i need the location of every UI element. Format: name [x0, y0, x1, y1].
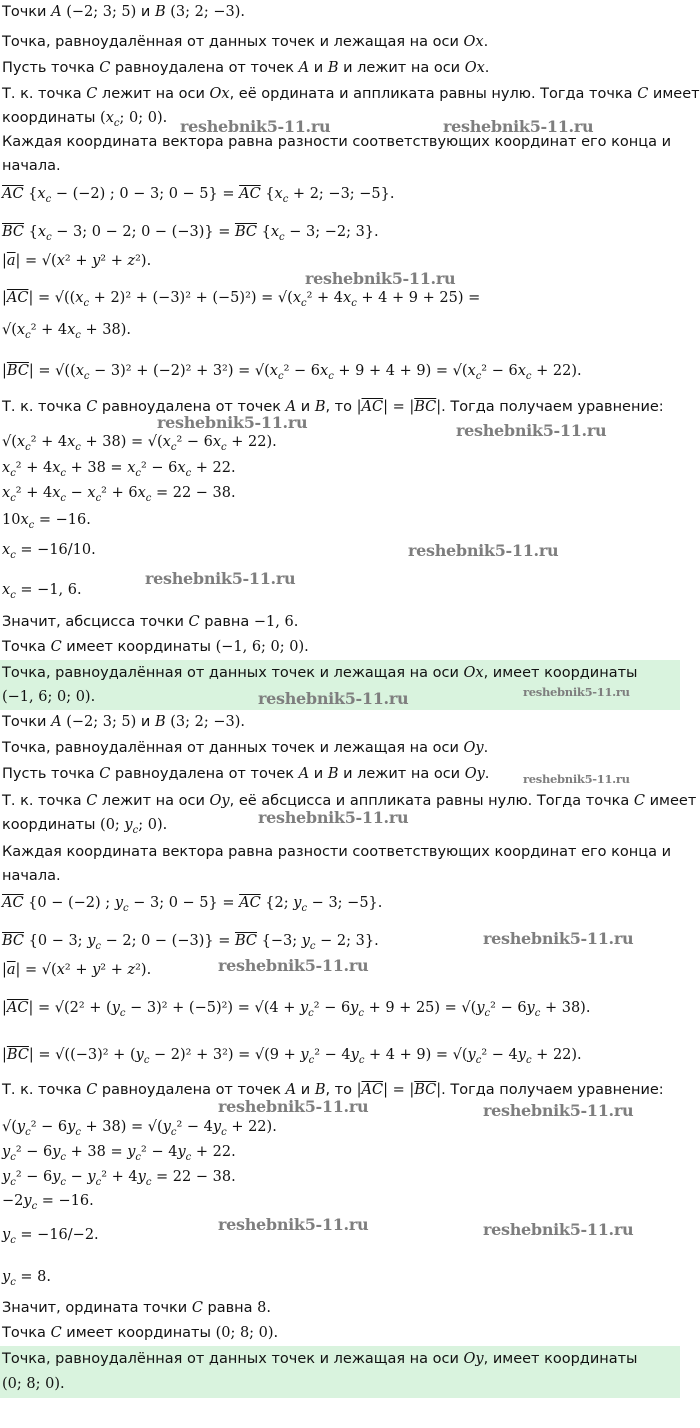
part1-line-19: $x_c = -16/10$. [2, 542, 96, 561]
part2-line-2: Точка, равноудалённая от данных точек и лежащая на оси Oy. [2, 740, 489, 756]
part1-line-5: координаты ($x_c$; 0; 0). [2, 110, 168, 129]
part1-line-10: $|\overline{a}| = √(x^2 + y^2 + z^2)$. [2, 253, 152, 269]
part2-line-3: Пусть точка C равноудалена от точек A и B и лежит на оси Oy. [2, 766, 490, 782]
part2-line-20: Значит, ордината точки C равна 8. [2, 1300, 272, 1316]
watermark: reshebnik5-11.ru [218, 1097, 369, 1116]
part1-answer-line-1: Точка, равноудалённая от данных точек и лежащая на оси Ox, имеет координаты [2, 665, 638, 681]
part2-line-18: $y_c = -16/-2$. [2, 1227, 99, 1246]
part2-line-10: $|\overline{a}| = √(x^2 + y^2 + z^2)$. [2, 962, 152, 978]
part1-line-17: $x_c^2 + 4x_c - x_c^2 + 6x_c = 22 - 38$. [2, 485, 236, 504]
part2-answer-box [0, 1346, 680, 1398]
part2-line-7: начала. [2, 868, 61, 884]
part1-line-20: $x_c = -1$, 6. [2, 582, 82, 601]
part1-line-3: Пусть точка C равноудалена от точек A и B и лежит на оси Ox. [2, 60, 490, 76]
part2-line-17: $-2y_c = -16$. [2, 1193, 94, 1212]
part1-line-22: Точка C имеет координаты (−1, 6; 0; 0). [2, 639, 309, 655]
part2-line-12: $|\overline{BC}| = √((-3)^2 + (y_c - 2)^2 + 3^2) = √(9 + y_c^2 - 4y_c + 4 + 9) = √(y_c^2 - 4y_c + 22)$. [2, 1047, 582, 1066]
part2-line-1: Точки A (−2; 3; 5) и B (3; 2; −3). [2, 714, 245, 730]
part1-line-7: начала. [2, 158, 61, 174]
watermark: reshebnik5-11.ru [523, 772, 630, 786]
watermark: reshebnik5-11.ru [408, 541, 559, 560]
part2-line-15: $y_c^2 - 6y_c + 38 = y_c^2 - 4y_c + 22$. [2, 1144, 236, 1163]
part1-line-15: $√(x_c^2 + 4x_c + 38) = √(x_c^2 - 6x_c + 22)$. [2, 434, 277, 453]
watermark: reshebnik5-11.ru [157, 413, 308, 432]
watermark: reshebnik5-11.ru [145, 569, 296, 588]
part1-line-1: Точки A (−2; 3; 5) и B (3; 2; −3). [2, 4, 245, 20]
watermark: reshebnik5-11.ru [218, 956, 369, 975]
watermark: reshebnik5-11.ru [180, 117, 331, 136]
watermark: reshebnik5-11.ru [523, 685, 630, 699]
part2-line-13: Т. к. точка C равноудалена от точек A и B, то $|\overline{AC}| = |\overline{BC}|$. Тогда получаем уравнение: [2, 1082, 664, 1098]
part1-line-14: Т. к. точка C равноудалена от точек A и B, то $|\overline{AC}| = |\overline{BC}|$. Тогда получаем уравнение: [2, 399, 664, 415]
part1-line-6: Каждая координата вектора равна разности соответствующих координат его конца и [2, 134, 671, 150]
part2-answer-line-1: Точка, равноудалённая от данных точек и лежащая на оси Oy, имеет координаты [2, 1351, 638, 1367]
watermark: reshebnik5-11.ru [258, 808, 409, 827]
part2-line-14: $√(y_c^2 - 6y_c + 38) = √(y_c^2 - 4y_c + 22)$. [2, 1119, 277, 1138]
watermark: reshebnik5-11.ru [258, 689, 409, 708]
part2-line-19: $y_c = 8$. [2, 1269, 52, 1288]
part1-line-12: $√(x_c^2 + 4x_c + 38)$. [2, 322, 131, 341]
watermark: reshebnik5-11.ru [456, 421, 607, 440]
part1-line-21: Значит, абсцисса точки C равна −1, 6. [2, 614, 299, 630]
watermark: reshebnik5-11.ru [443, 117, 594, 136]
part2-line-6: Каждая координата вектора равна разности соответствующих координат его конца и [2, 844, 671, 860]
part1-line-18: $10x_c = -16$. [2, 512, 91, 531]
part2-answer-line-2: (0; 8; 0). [2, 1376, 65, 1392]
part2-line-11: $|\overline{AC}| = √(2^2 + (y_c - 3)^2 + (-5)^2) = √(4 + y_c^2 - 6y_c + 9 + 25) = √(y_c^2 - 6y_c + 38)$. [2, 1000, 591, 1019]
part2-line-16: $y_c^2 - 6y_c - y_c^2 + 4y_c = 22 - 38$. [2, 1169, 236, 1188]
part1-line-4: Т. к. точка C лежит на оси Ox, её ордината и аппликата равны нулю. Тогда точка C имеет [2, 86, 700, 102]
part1-line-2: Точка, равноудалённая от данных точек и лежащая на оси Ox. [2, 34, 489, 50]
part2-line-8: $\overline{AC}$ {0 − (−2) ; $y_c - 3$; $0 - 5\} = \overline{AC}$ {2; $y_c - 3$; −5}. [2, 895, 383, 914]
watermark: reshebnik5-11.ru [483, 1220, 634, 1239]
part2-line-21: Точка C имеет координаты (0; 8; 0). [2, 1325, 279, 1341]
part1-line-16: $x_c^2 + 4x_c + 38 = x_c^2 - 6x_c + 22$. [2, 460, 236, 479]
part1-line-13: $|\overline{BC}| = √((x_c - 3)^2 + (-2)^2 + 3^2) = √(x_c^2 - 6x_c + 9 + 4 + 9) = √(x_c^2 - 6x_c + 22)$. [2, 363, 582, 382]
part2-line-4: Т. к. точка C лежит на оси Oy, её абсцисса и аппликата равны нулю. Тогда точка C имеет [2, 793, 697, 809]
part1-line-8: $\overline{AC}$ {$x_c - (-2)$ ; 0 − 3; $0 - 5\} = \overline{AC}$ {$x_c + 2$; −3; −5}. [2, 186, 395, 205]
part1-line-9: $\overline{BC}$ {$x_c - 3$; 0 − 2; $0 - (-3)\} = \overline{BC}$ {$x_c - 3$; −2; 3}. [2, 224, 379, 243]
part2-line-5: координаты (0; $y_c$; 0). [2, 817, 168, 836]
part1-answer-line-2: (−1, 6; 0; 0). [2, 689, 96, 705]
watermark: reshebnik5-11.ru [483, 929, 634, 948]
part1-line-11: $|\overline{AC}| = √((x_c + 2)^2 + (-3)^2 + (-5)^2) = √(x_c^2 + 4x_c + 4 + 9 + 25)$ = [2, 290, 481, 309]
part2-line-9: $\overline{BC}$ {0 − 3; $y_c - 2$; $0 - (-3)\} = \overline{BC}$ {−3; $y_c - 2$; 3}. [2, 933, 379, 952]
watermark: reshebnik5-11.ru [483, 1101, 634, 1120]
watermark: reshebnik5-11.ru [218, 1215, 369, 1234]
watermark: reshebnik5-11.ru [305, 269, 456, 288]
